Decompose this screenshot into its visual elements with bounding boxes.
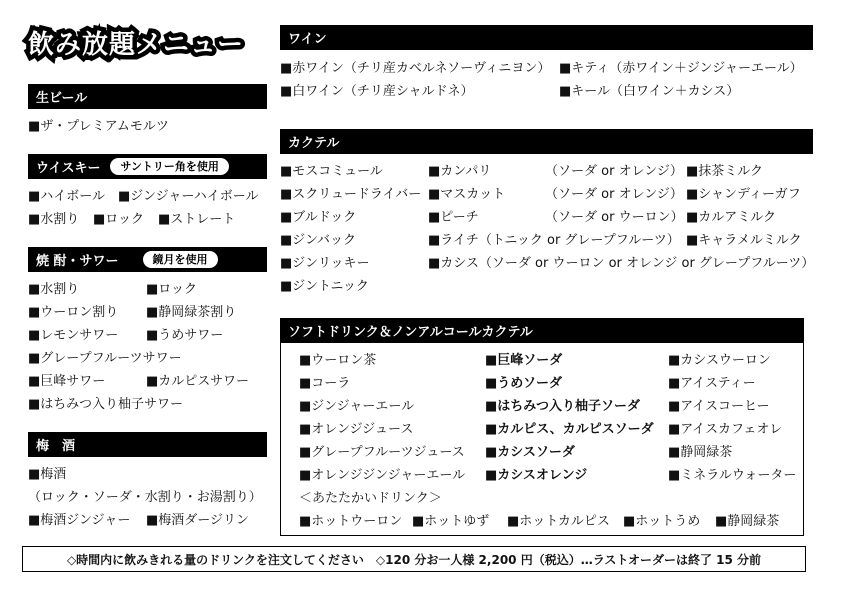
list-item: ■カシスウーロン bbox=[668, 353, 771, 368]
section-header-umeshu bbox=[28, 432, 267, 457]
list-item: ■コーラ bbox=[299, 376, 351, 391]
list-item: ■うめソーダ bbox=[485, 376, 563, 391]
list-item: ■スクリュードライバー bbox=[280, 187, 422, 202]
brand-badge: サントリー角を使用 bbox=[110, 158, 228, 175]
list-item: ■静岡緑茶割り bbox=[146, 305, 237, 320]
list-item: ■オレンジジュース bbox=[299, 422, 414, 437]
section-header-cocktail bbox=[280, 129, 813, 154]
list-item: ■アイスコーヒー bbox=[668, 399, 770, 414]
list-item: ■はちみつ入り柚子ソーダ bbox=[485, 399, 641, 414]
list-item: ■オレンジジンジャーエール bbox=[299, 468, 466, 483]
section-header-soft-drinks bbox=[280, 318, 804, 343]
list-item: ■抹茶ミルク bbox=[686, 164, 764, 179]
list-item: ■ウーロン割り bbox=[28, 305, 119, 320]
list-item: ■カシスソーダ bbox=[485, 445, 575, 460]
section-header-shochu bbox=[28, 247, 267, 272]
hot-drink-subheading: ＜あたたかいドリンク＞ bbox=[299, 491, 442, 506]
list-item: ■はちみつ入り柚子サワー bbox=[28, 397, 184, 412]
list-item: ■レモンサワー bbox=[28, 328, 119, 343]
notice-box bbox=[22, 546, 806, 572]
list-item: ■水割り bbox=[28, 282, 80, 297]
list-item: ■マスカット bbox=[428, 187, 506, 202]
list-item: ■梅酒ジンジャー bbox=[28, 513, 131, 528]
list-item: ■キール（白ワイン＋カシス） bbox=[559, 84, 740, 99]
list-item: ■ジンジャーハイボール bbox=[118, 189, 259, 204]
list-item: ■ジンジャーエール bbox=[299, 399, 415, 414]
list-item: ■巨峰サワー bbox=[28, 374, 106, 389]
section-header-whisky bbox=[28, 154, 267, 179]
list-item: ■カンパリ bbox=[428, 164, 492, 179]
list-item: ■ジンリッキー bbox=[280, 256, 370, 271]
list-item: ■ホットカルピス bbox=[507, 514, 610, 529]
list-item-note: （ソーダ or オレンジ） bbox=[545, 187, 683, 202]
menu-title: 飲み放題メニュー bbox=[28, 29, 245, 60]
list-item: ■赤ワイン（チリ産カベルネソーヴィニヨン） bbox=[280, 61, 551, 76]
list-item: ■梅酒 bbox=[28, 467, 67, 482]
notice-text: ◇時間内に飲みきれる量のドリンクを注文してください ◇120 分お一人様 2,200 円（税込）…ラストオーダーは終了 15 分前 bbox=[66, 552, 762, 567]
list-item: ■うめサワー bbox=[146, 328, 224, 343]
list-item: ■アイスカフェオレ bbox=[668, 422, 783, 437]
list-item: ■ザ・プレミアムモルツ bbox=[28, 119, 169, 134]
list-item: ■ハイボール bbox=[28, 189, 106, 204]
section-header-wine bbox=[280, 25, 813, 50]
list-item-note: （ソーダ or オレンジ） bbox=[545, 164, 683, 179]
list-item: ■ウーロン茶 bbox=[299, 353, 377, 368]
list-item-note: （ロック・ソーダ・水割り・お湯割り） bbox=[28, 490, 262, 505]
list-item-note: （ソーダ or ウーロン） bbox=[545, 210, 684, 225]
list-item: ■静岡緑茶 bbox=[668, 445, 733, 460]
section-title: ソフトドリンク＆ノンアルコールカクテル bbox=[288, 325, 533, 340]
list-item: ■ロック bbox=[93, 212, 145, 227]
list-item: ■巨峰ソーダ bbox=[485, 353, 563, 368]
list-item: ■水割り bbox=[28, 212, 80, 227]
list-item: ■グレープフルーツサワー bbox=[28, 351, 182, 366]
section-title: 梅 酒 bbox=[36, 439, 76, 454]
list-item: ■カルピス、カルピスソーダ bbox=[485, 422, 654, 437]
section-title: 焼 酎・サワー bbox=[36, 254, 119, 269]
list-item: ■ロック bbox=[146, 282, 198, 297]
list-item: ■ミネラルウォーター bbox=[668, 468, 797, 483]
list-item: ■カシス（ソーダ or ウーロン or オレンジ or グレープフルーツ） bbox=[428, 256, 815, 271]
list-item: ■白ワイン（チリ産シャルドネ） bbox=[280, 84, 474, 99]
list-item: ■ライチ（トニック or グレープフルーツ） bbox=[428, 233, 680, 248]
list-item: ■ブルドック bbox=[280, 210, 357, 225]
list-item: ■グレープフルーツジュース bbox=[299, 445, 465, 460]
section-header-beer bbox=[28, 84, 267, 109]
list-item: ■ホットゆず bbox=[412, 514, 490, 529]
section-title: 生ビール bbox=[36, 91, 88, 106]
section-title: カクテル bbox=[288, 136, 340, 151]
section-title: ウイスキー bbox=[36, 161, 101, 176]
list-item: ■ピーチ bbox=[428, 210, 479, 225]
list-item: ■ストレート bbox=[158, 212, 236, 227]
list-item: ■シャンディーガフ bbox=[686, 187, 801, 202]
list-item: ■ジントニック bbox=[280, 279, 369, 294]
list-item: ■カルアミルク bbox=[686, 210, 777, 225]
section-title: ワイン bbox=[288, 32, 327, 47]
list-item: ■カシスオレンジ bbox=[485, 468, 588, 483]
list-item: ■キティ（赤ワイン＋ジンジャーエール） bbox=[559, 61, 803, 76]
list-item: ■モスコミュール bbox=[280, 164, 383, 179]
list-item: ■梅酒ダージリン bbox=[146, 513, 250, 528]
list-item: ■ホットウーロン bbox=[299, 514, 403, 529]
brand-badge: 鏡月を使用 bbox=[143, 251, 218, 268]
list-item: ■カルピスサワー bbox=[146, 374, 250, 389]
list-item: ■アイスティー bbox=[668, 376, 756, 391]
list-item: ■ホットうめ bbox=[623, 514, 701, 529]
list-item: ■キャラメルミルク bbox=[686, 233, 802, 248]
list-item: ■ジンバック bbox=[280, 233, 357, 248]
list-item: ■静岡緑茶 bbox=[715, 514, 780, 529]
